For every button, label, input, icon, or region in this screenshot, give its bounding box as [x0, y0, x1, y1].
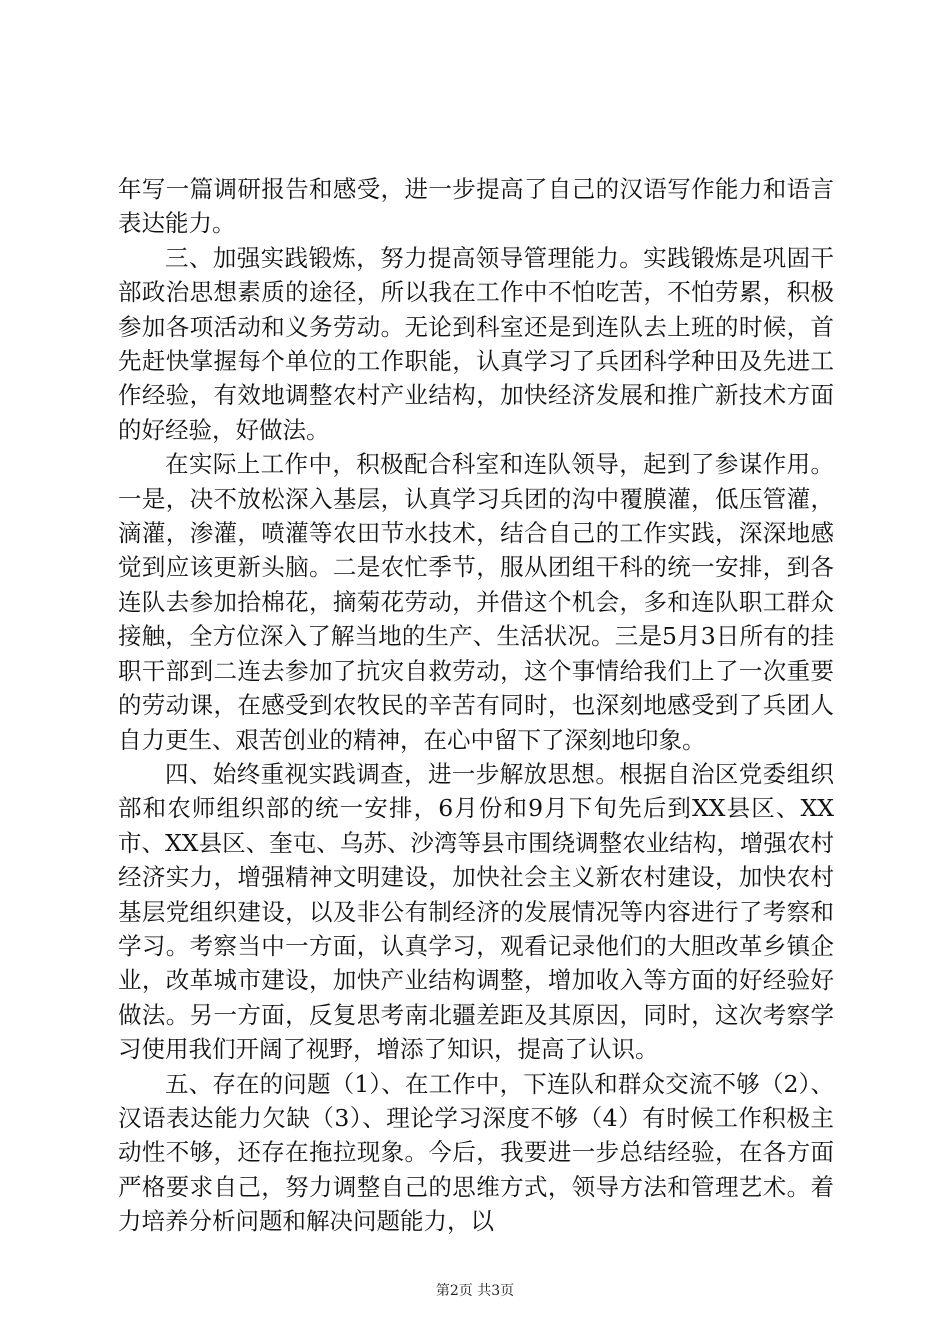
- document-body: [118, 172, 834, 1239]
- page-footer: 第2页 共3页: [435, 1283, 515, 1299]
- paragraph-continuation: 年写一篇调研报告和感受，进一步提高了自己的汉语写作能力和语言表达能力。: [118, 175, 834, 238]
- paragraph-section-five: 五、存在的问题（1）、在工作中，下连队和群众交流不够（2）、汉语表达能力欠缺（3）、理论学习深度不够（4）有时候工作积极主动性不够，还存在拖拉现象。今后，我要进一步总结经验，在各方面严格要求自己，努力调整自己的思维方式，领导方法和管理艺术。着力培养分析问题和解决问题能力，以: [118, 1069, 834, 1236]
- paragraph-practical-work: 在实际上工作中，积极配合科室和连队领导，起到了参谋作用。一是，决不放松深入基层，认真学习兵团的沟中覆膜灌，低压管灌，滴灌，渗灌，喷灌等农田节水技术，结合自己的工作实践，深深地感觉到应该更新头脑。二是农忙季节，服从团组干科的统一安排，到各连队去参加拾棉花，摘菊花劳动，并借这个机会，多和连队职工群众接触，全方位深入了解当地的生产、生活状况。三是5月3日所有的挂职干部到二连去参加了抗灾自救劳动，这个事情给我们上了一次重要的劳动课，在感受到农牧民的辛苦有同时，也深刻地感受到了兵团人自力更生、艰苦创业的精神，在心中留下了深刻地印象。: [118, 450, 834, 754]
- paragraph-section-three: 三、加强实践锻炼，努力提高领导管理能力。实践锻炼是巩固干部政治思想素质的途径，所以我在工作中不怕吃苦，不怕劳累，积极参加各项活动和义务劳动。无论到科室还是到连队去上班的时候，首先赶快掌握每个单位的工作职能，认真学习了兵团科学种田及先进工作经验，有效地调整农村产业结构，加快经济发展和推广新技术方面的好经验，好做法。: [118, 243, 834, 444]
- paragraph-section-four: 四、始终重视实践调查，进一步解放思想。根据自治区党委组织部和农师组织部的统一安排，6月份和9月下旬先后到XX县区、XX市、XX县区、奎屯、乌苏、沙湾等县市围绕调整农业结构，增强农村经济实力，增强精神文明建设，加快社会主义新农村建设，加快农村基层党组织建设，以及非公有制经济的发展情况等内容进行了考察和学习。考察当中一方面，认真学习，观看记录他们的大胆改革乡镇企业，改革城市建设，加快产业结构调整，增加收入等方面的好经验好做法。另一方面，反复思考南北疆差距及其原因，同时，这次考察学习使用我们开阔了视野，增添了知识，提高了认识。: [118, 759, 834, 1064]
